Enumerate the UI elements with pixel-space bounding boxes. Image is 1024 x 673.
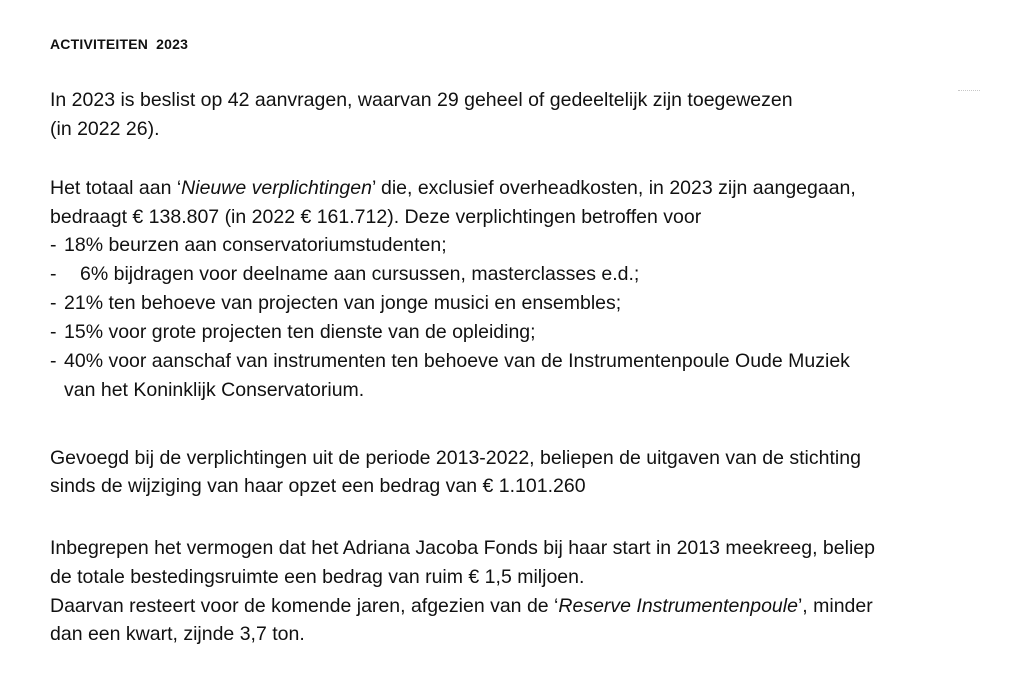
list-item bbox=[50, 233, 447, 257]
p3-line-2: sinds de wijziging van haar opzet een bedrag van € 1.101.260 bbox=[50, 475, 586, 497]
p4-line-3-post: ’, minder bbox=[797, 595, 873, 617]
list-item bbox=[50, 291, 621, 315]
list-item-text: 15% voor grote projecten ten dienste van de opleiding; bbox=[64, 321, 536, 343]
list-item bbox=[50, 320, 536, 344]
p2-line-1-pre: Het totaal aan ‘ bbox=[50, 177, 182, 199]
p2-line-2: bedraagt € 138.807 (in 2022 € 161.712). Deze verplichtingen betroffen voor bbox=[50, 206, 702, 228]
p3-line-1: Gevoegd bij de verplichtingen uit de periode 2013-2022, beliepen de uitgaven van de stichting bbox=[50, 447, 861, 469]
p1-line-2: (in 2022 26). bbox=[50, 118, 160, 140]
p4-line-2: de totale bestedingsruimte een bedrag van ruim € 1,5 miljoen. bbox=[50, 566, 585, 588]
list-dash: - bbox=[50, 321, 57, 343]
list-item-text: 6% bijdragen voor deelname aan cursussen, masterclasses e.d.; bbox=[80, 263, 640, 285]
scan-artifact bbox=[958, 90, 980, 92]
list-dash: - bbox=[50, 234, 57, 256]
list-item bbox=[50, 262, 639, 286]
list-dash: - bbox=[50, 350, 57, 372]
p4-emphasis: Reserve Instrumentenpoule bbox=[558, 595, 798, 617]
p4-line-3-pre: Daarvan resteert voor de komende jaren, afgezien van de ‘ bbox=[50, 595, 559, 617]
list-item-continuation: van het Koninklijk Conservatorium. bbox=[64, 379, 365, 401]
list-item-text: 21% ten behoeve van projecten van jonge musici en ensembles; bbox=[64, 292, 622, 314]
p2-line-1-post: ’ die, exclusief overheadkosten, in 2023 zijn aangegaan, bbox=[371, 177, 856, 199]
p4-line-1: Inbegrepen het vermogen dat het Adriana Jacoba Fonds bij haar start in 2013 meekreeg, beliep bbox=[50, 537, 875, 559]
p2-line-1 bbox=[50, 176, 856, 200]
list-dash: - bbox=[50, 292, 57, 314]
p4-line-3 bbox=[50, 594, 873, 618]
list-item-text: 40% voor aanschaf van instrumenten ten behoeve van de Instrumentenpoule Oude Muziek bbox=[64, 350, 850, 372]
section-heading: ACTIVITEITEN 2023 bbox=[50, 36, 189, 52]
p2-emphasis: Nieuwe verplichtingen bbox=[181, 177, 372, 199]
list-item bbox=[50, 349, 850, 373]
list-dash: - bbox=[50, 263, 57, 285]
p4-line-4: dan een kwart, zijnde 3,7 ton. bbox=[50, 623, 305, 645]
list-item-text: 18% beurzen aan conservatoriumstudenten; bbox=[64, 234, 447, 256]
p1-line-1: In 2023 is beslist op 42 aanvragen, waarvan 29 geheel of gedeeltelijk zijn toegewezen bbox=[50, 89, 793, 111]
